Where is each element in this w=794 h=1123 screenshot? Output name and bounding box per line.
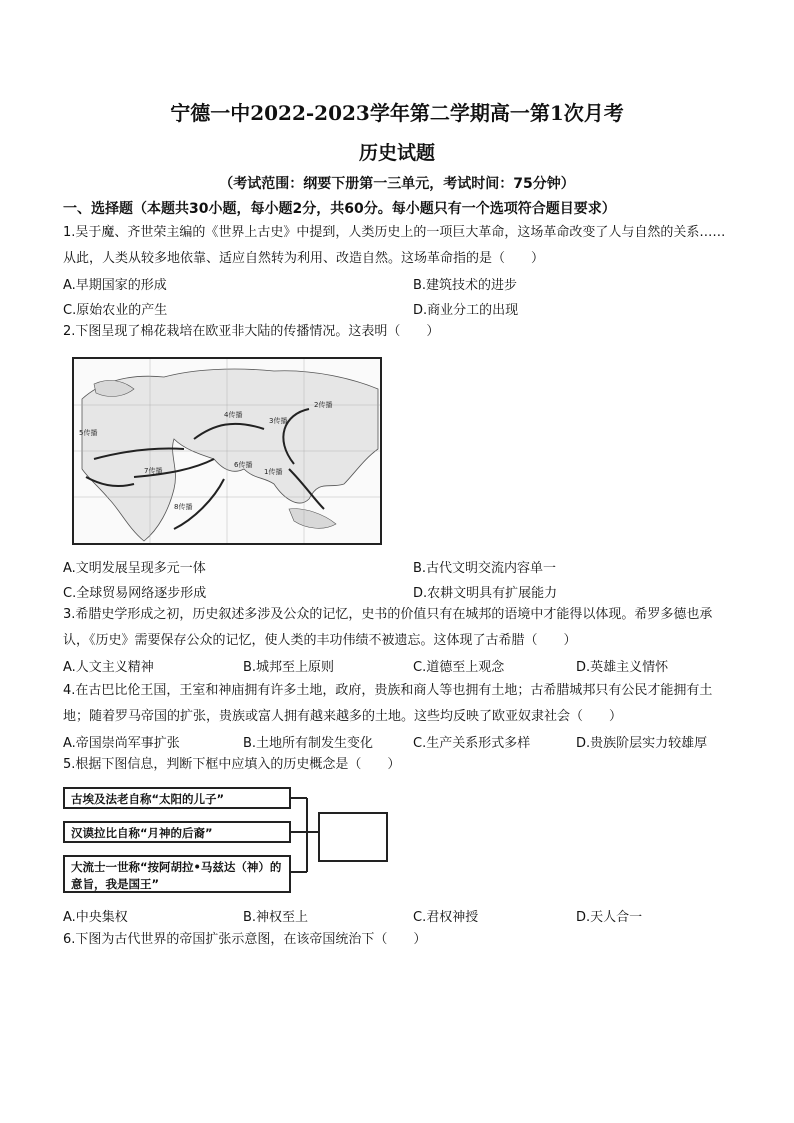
map-label: 3传播 bbox=[269, 417, 288, 425]
question-2-option-b: B.古代文明交流内容单一 bbox=[413, 561, 557, 576]
question-1-option-d: D.商业分工的出现 bbox=[413, 303, 519, 318]
diagram-box: 大流士一世称“按阿胡拉•马兹达（神）的意旨，我是国王” bbox=[63, 855, 291, 893]
question-4-option-c: C.生产关系形式多样 bbox=[413, 736, 531, 751]
answer-blank-box bbox=[318, 812, 388, 862]
diagram-box: 古埃及法老自称“太阳的儿子” bbox=[63, 787, 291, 809]
map-label: 1传播 bbox=[264, 468, 283, 476]
exam-note: （考试范围：纲要下册第一三单元，考试时间：75分钟） bbox=[219, 176, 575, 192]
map-label: 4传播 bbox=[224, 411, 243, 419]
question-6-stem: 6.下图为古代世界的帝国扩张示意图，在该帝国统治下（ ） bbox=[63, 932, 427, 947]
exam-title: 宁德一中2022-2023学年第二学期高一第1次月考 bbox=[170, 101, 624, 125]
diagram-box: 汉谟拉比自称“月神的后裔” bbox=[63, 821, 291, 843]
question-4-option-b: B.土地所有制发生变化 bbox=[243, 736, 374, 751]
question-3-option-a: A.人文主义精神 bbox=[63, 660, 154, 675]
question-2-option-c: C.全球贸易网络逐步形成 bbox=[63, 586, 207, 601]
question-5-stem: 5.根据下图信息，判断下框中应填入的历史概念是（ ） bbox=[63, 757, 401, 772]
exam-subtitle: 历史试题 bbox=[358, 142, 435, 164]
question-5-option-c: C.君权神授 bbox=[413, 910, 479, 925]
question-2-option-d: D.农耕文明具有扩展能力 bbox=[413, 586, 558, 601]
map-label: 6传播 bbox=[234, 461, 253, 469]
map-label: 7传播 bbox=[144, 467, 163, 475]
question-1-stem: 1.吴于魔、齐世荣主编的《世界上古史》中提到，人类历史上的一项巨大革命，这场革命改变了人与自然的关系……从此，人类从较多地依靠、适应自然转为利用、改造自然。这场革命指的是（ ） bbox=[63, 225, 726, 266]
map-label: 8传播 bbox=[174, 503, 193, 511]
question-1-option-b: B.建筑技术的进步 bbox=[413, 278, 518, 293]
question-3-option-c: C.道德至上观念 bbox=[413, 660, 505, 675]
question-4-option-d: D.贵族阶层实力较雄厚 bbox=[576, 736, 708, 751]
question-5-option-b: B.神权至上 bbox=[243, 910, 309, 925]
question-2-stem: 2.下图呈现了棉花栽培在欧亚非大陆的传播情况。这表明（ ） bbox=[63, 324, 440, 339]
question-5-option-d: D.天人合一 bbox=[576, 910, 643, 925]
question-3-option-d: D.英雄主义情怀 bbox=[576, 660, 669, 675]
question-3-stem: 3.希腊史学形成之初，历史叙述多涉及公众的记忆，史书的价值只有在城邦的语境中才能得以体现。希罗多德也承认，《历史》需要保存公众的记忆，使人类的丰功伟绩不被遗忘。这体现了古希腊（ ） bbox=[63, 607, 713, 648]
question-5-diagram bbox=[63, 782, 385, 894]
question-2-option-a: A.文明发展呈现多元一体 bbox=[63, 561, 206, 576]
question-3-option-b: B.城邦至上原则 bbox=[243, 660, 335, 675]
question-5-option-a: A.中央集权 bbox=[63, 910, 128, 925]
question-1-option-c: C.原始农业的产生 bbox=[63, 303, 168, 318]
map-label: 2传播 bbox=[314, 401, 333, 409]
cotton-spread-map bbox=[72, 357, 382, 545]
section-heading: 一、选择题（本题共30小题，每小题2分，共60分。每小题只有一个选项符合题目要求） bbox=[63, 201, 616, 217]
question-1-option-a: A.早期国家的形成 bbox=[63, 278, 167, 293]
question-4-stem: 4.在古巴比伦王国，王室和神庙拥有许多土地，政府，贵族和商人等也拥有土地；古希腊城邦只有公民才能拥有土地；随着罗马帝国的扩张，贵族或富人拥有越来越多的土地。这些均反映了欧亚奴隶社会（ ） bbox=[63, 683, 713, 724]
question-4-option-a: A.帝国崇尚军事扩张 bbox=[63, 736, 180, 751]
map-label: 5传播 bbox=[79, 429, 98, 437]
